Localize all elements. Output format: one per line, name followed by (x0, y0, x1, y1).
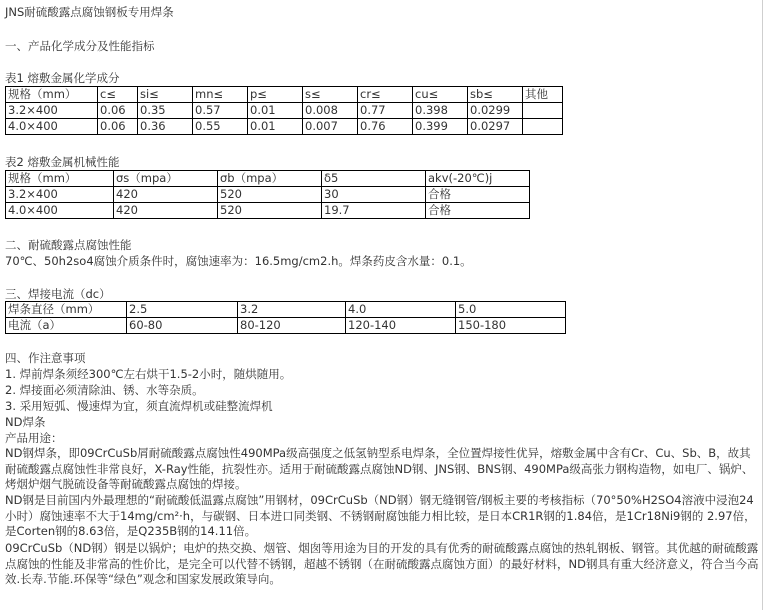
page-title: JNS耐硫酸露点腐蚀钢板专用焊条 (5, 5, 174, 19)
table-row (6, 318, 566, 334)
table-cell: 3.2×400 (6, 103, 98, 119)
table-cell: 150-180 (456, 318, 566, 334)
header-cell: c≤ (98, 87, 138, 103)
table-cell: 5.0 (456, 302, 566, 318)
table-cell: 0.007 (303, 119, 358, 135)
table-cell: 合格 (426, 203, 530, 219)
table-cell: 0.06 (98, 119, 138, 135)
table-cell: 19.7 (322, 203, 426, 219)
header-cell: cu≤ (413, 87, 468, 103)
table-cell: 520 (218, 187, 322, 203)
table-cell: 0.0297 (468, 119, 523, 135)
header-cell: mn≤ (193, 87, 248, 103)
table-row (6, 203, 530, 219)
section3-heading: 三、焊接电流（dc） (5, 287, 111, 301)
section1-heading: 一、产品化学成分及性能指标 (5, 39, 155, 53)
table-cell: 4.0×400 (6, 119, 98, 135)
table-cell: 520 (218, 203, 322, 219)
table-cell: 3.2×400 (6, 187, 114, 203)
header-cell: σb（mpa） (218, 171, 322, 187)
header-cell: s≤ (303, 87, 358, 103)
note-item: 2. 焊接面必须清除油、锈、水等杂质。 (5, 383, 204, 397)
table-cell: 0.76 (358, 119, 413, 135)
header-cell: 其他 (523, 87, 563, 103)
nd-paragraph-1: ND钢焊条，即09CrCuSb屑耐硫酸露点腐蚀性490MPa级高强度之低氢钠型系电焊条，全位置焊接性优异，熔敷金属中含有Cr、Cu、Sb、B，故其耐硫酸露点腐蚀性非常良好，X-Ray性能，抗裂性亦。适用于耐硫酸露点腐蚀ND钢、JNS钢、BNS钢、490MPa级高张力钢构造物，如电厂、锅炉、烤烟炉烟气脱硫设备等耐硫酸露点腐蚀的焊接。 (5, 446, 754, 492)
table2-caption: 表2 熔敷金属机械性能 (5, 155, 120, 169)
table-cell: 4.0×400 (6, 203, 114, 219)
header-cell: si≤ (138, 87, 193, 103)
note-item: 1. 焊前焊条须经300℃左右烘干1.5-2小时，随烘随用。 (5, 367, 292, 381)
nd-paragraph-2: ND钢是目前国内外最理想的“耐硫酸低温露点腐蚀”用钢材，09CrCuSb（ND钢）钢无缝钢管/钢板主要的考核指标（70°50%H2SO4溶液中浸泡24 小时）腐蚀速率不大于14mg/cm²·h，与碳钢、日本进口同类钢、不锈钢耐腐蚀能力相比较，是日本CR1R钢的1.84倍，是1Cr18Ni9钢的 2.97倍，是Corten钢的8.63倍，是Q235B钢的14.11倍。 (5, 493, 756, 539)
table-cell: 2.5 (127, 302, 238, 318)
table-cell: 0.008 (303, 103, 358, 119)
table-cell: 0.57 (193, 103, 248, 119)
header-cell: 规格（mm） (6, 171, 114, 187)
table-cell: 30 (322, 187, 426, 203)
table-cell: 60-80 (127, 318, 238, 334)
table-row (6, 302, 566, 318)
chemical-composition-table (5, 86, 563, 135)
table-cell: 0.35 (138, 103, 193, 119)
welding-current-table (5, 301, 566, 334)
table-row (6, 103, 563, 119)
table-cell: 0.01 (248, 103, 303, 119)
header-cell: cr≤ (358, 87, 413, 103)
right-border-rule (762, 0, 763, 610)
header-cell: δ5 (322, 171, 426, 187)
nd-heading: ND焊条 (5, 415, 46, 429)
nd-paragraph-3: 09CrCuSb（ND钢）钢是以锅炉；电炉的热交换、烟管、烟囱等用途为目的开发的具有优秀的耐硫酸露点腐蚀的热轧钢板、钢管。其优越的耐硫酸露点腐蚀的性能及非常高的性价比，是完全可以代替不锈钢，超越不锈钢（在耐硫酸露点腐蚀方面）的最好材料，ND钢具有重大经济意义，符合当今高效.长寿.节能.环保等“绿色”观念和国家发展政策导向。 (5, 541, 759, 587)
table-cell: 120-140 (346, 318, 456, 334)
header-cell: akv(-20℃)j (426, 171, 530, 187)
section2-heading: 二、耐硫酸露点腐蚀性能 (5, 238, 132, 252)
table-cell (523, 119, 563, 135)
table-cell: 80-120 (238, 318, 346, 334)
header-cell: σs（mpa） (114, 171, 218, 187)
table-cell: 0.36 (138, 119, 193, 135)
section2-text: 70℃、50h2so4腐蚀介质条件时，腐蚀速率为：16.5mg/cm2.h。焊条药皮含水量：0.1。 (5, 254, 472, 268)
table-cell: 合格 (426, 187, 530, 203)
table-cell: 0.77 (358, 103, 413, 119)
table-cell: 0.55 (193, 119, 248, 135)
table-cell: 0.0299 (468, 103, 523, 119)
table-cell (523, 103, 563, 119)
table-row (6, 119, 563, 135)
table-row (6, 187, 530, 203)
table-cell: 焊条直径（mm） (6, 302, 127, 318)
table-cell: 4.0 (346, 302, 456, 318)
table-cell: 420 (114, 187, 218, 203)
table-cell: 电流（a） (6, 318, 127, 334)
table1-caption: 表1 熔敷金属化学成分 (5, 71, 120, 85)
table-cell: 0.01 (248, 119, 303, 135)
table-cell: 0.398 (413, 103, 468, 119)
table-cell: 0.399 (413, 119, 468, 135)
header-cell: sb≤ (468, 87, 523, 103)
table-cell: 3.2 (238, 302, 346, 318)
header-cell: 规格（mm） (6, 87, 98, 103)
section4-heading: 四、作注意事项 (5, 351, 86, 365)
usage-label: 产品用途： (5, 431, 63, 445)
table-cell: 420 (114, 203, 218, 219)
header-cell: p≤ (248, 87, 303, 103)
table-cell: 0.06 (98, 103, 138, 119)
mechanical-properties-table (5, 170, 530, 219)
note-item: 3. 采用短弧、慢速焊为宜，须直流焊机或硅整流焊机 (5, 399, 273, 413)
table-header-row (6, 171, 530, 187)
table-header-row (6, 87, 563, 103)
